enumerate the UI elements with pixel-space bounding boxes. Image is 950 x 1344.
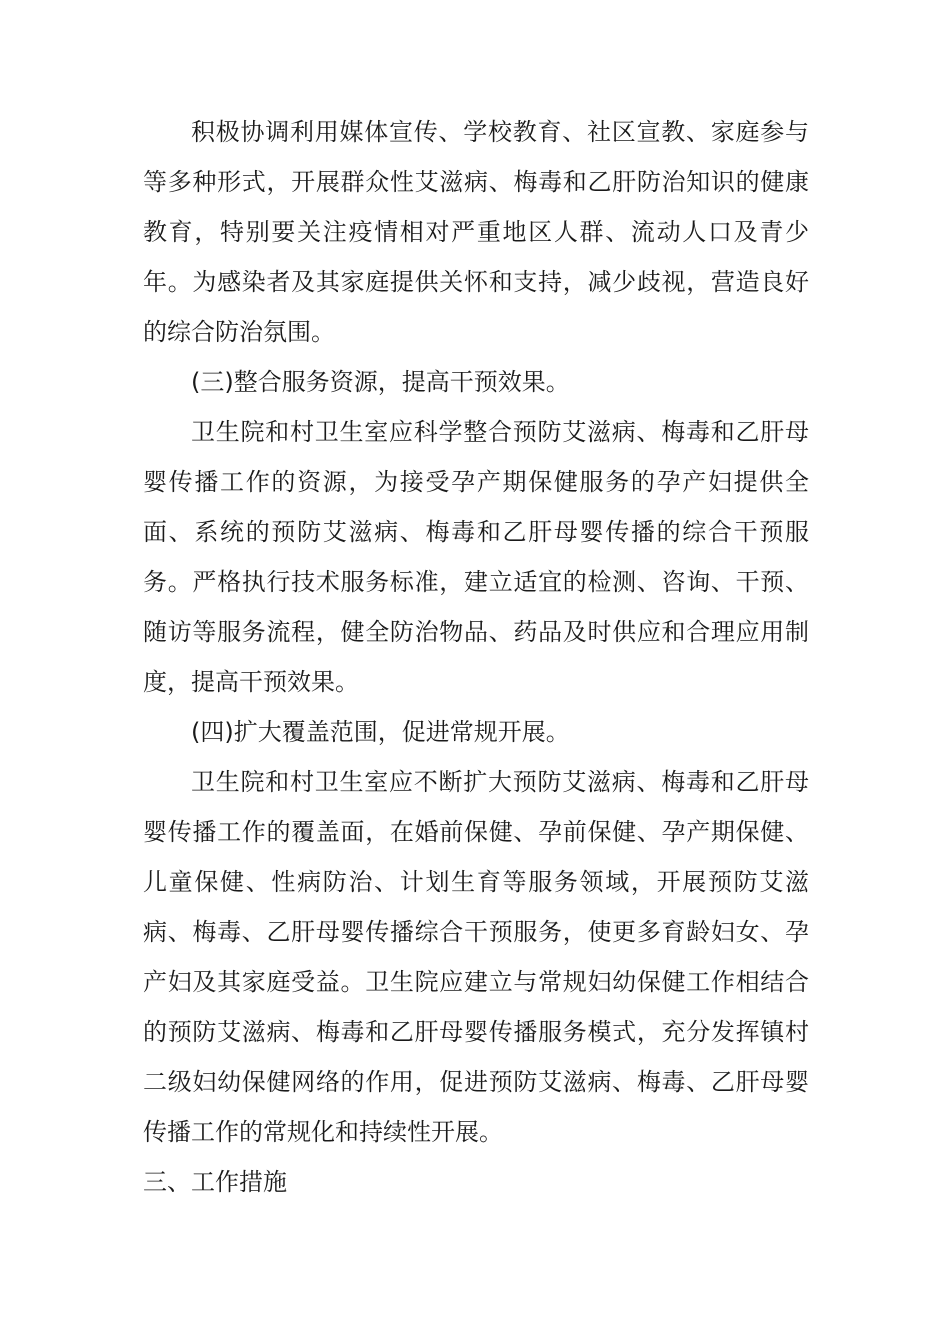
section-heading-work-measures: 三、工作措施 — [143, 1168, 287, 1196]
subheading-expand-coverage: (四)扩大覆盖范围，促进常规开展。 — [191, 718, 570, 746]
paragraph-integrate-resources: 卫生院和村卫生室应科学整合预防艾滋病、梅毒和乙肝母婴传播工作的资源，为接受孕产期保健服务的孕产妇提供全面、系统的预防艾滋病、梅毒和乙肝母婴传播的综合干预服务。严格执行技术服务标准，建立适宜的检测、咨询、干预、随访等服务流程，健全防治物品、药品及时供应和合理应用制度，提高干预效果。 — [143, 418, 809, 696]
paragraph-expand-coverage: 卫生院和村卫生室应不断扩大预防艾滋病、梅毒和乙肝母婴传播工作的覆盖面，在婚前保健、孕前保健、孕产期保健、儿童保健、性病防治、计划生育等服务领域，开展预防艾滋病、梅毒、乙肝母婴传播综合干预服务，使更多育龄妇女、孕产妇及其家庭受益。卫生院应建立与常规妇幼保健工作相结合的预防艾滋病、梅毒和乙肝母婴传播服务模式，充分发挥镇村二级妇幼保健网络的作用，促进预防艾滋病、梅毒、乙肝母婴传播工作的常规化和持续性开展。 — [143, 768, 809, 1146]
document-body — [143, 107, 809, 1207]
subheading-integrate-resources: (三)整合服务资源，提高干预效果。 — [191, 368, 570, 396]
paragraph-health-education: 积极协调利用媒体宣传、学校教育、社区宣教、家庭参与等多种形式，开展群众性艾滋病、梅毒和乙肝防治知识的健康教育，特别要关注疫情相对严重地区人群、流动人口及青少年。为感染者及其家庭提供关怀和支持，减少歧视，营造良好的综合防治氛围。 — [143, 118, 809, 346]
